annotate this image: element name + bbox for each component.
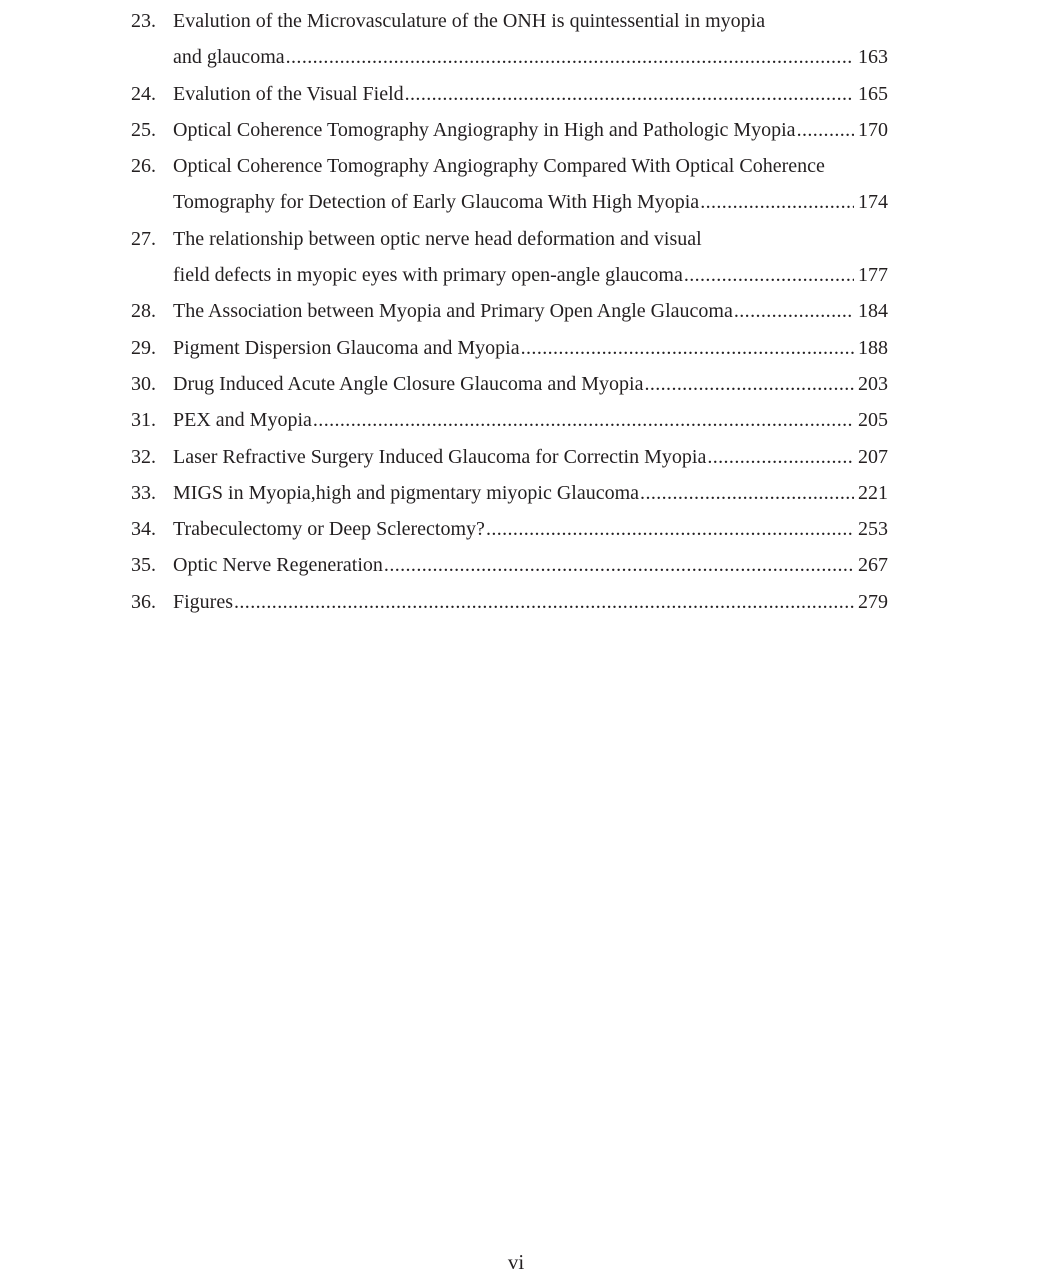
toc-entry-number: 32. xyxy=(131,445,156,468)
dot-leader xyxy=(286,39,854,75)
toc-entry-leader-line xyxy=(173,293,888,329)
toc-entry-leader-line xyxy=(173,439,888,475)
toc-entry-page-number: 253 xyxy=(858,518,888,541)
toc-entry xyxy=(131,584,888,620)
toc-entry-title: Optical Coherence Tomography Angiography in High and Pathologic Myopia xyxy=(173,118,796,141)
toc-entry xyxy=(131,293,888,329)
dot-leader xyxy=(707,439,854,475)
toc-entry-page-number: 207 xyxy=(858,445,888,468)
toc-entry-title: Figures xyxy=(173,590,233,613)
toc-entry-leader-line xyxy=(173,112,888,148)
toc-entry-title: PEX and Myopia xyxy=(173,409,312,432)
toc-entry-page-number: 203 xyxy=(858,372,888,395)
toc-entry-leader-line xyxy=(173,547,888,583)
toc-entry-leader-line xyxy=(173,39,888,75)
toc-entry-page-number: 165 xyxy=(858,82,888,105)
toc-entry-leader-line xyxy=(173,257,888,293)
toc-entry-number: 30. xyxy=(131,372,156,395)
toc-entry-page-number: 279 xyxy=(858,590,888,613)
toc-entry-number: 26. xyxy=(131,155,156,178)
dot-leader xyxy=(234,584,854,620)
toc-entry-number: 31. xyxy=(131,409,156,432)
toc-entry-title-line: Evalution of the Microvasculature of the ONH is quintessential in myopia xyxy=(173,10,766,32)
toc-entry-title: Optic Nerve Regeneration xyxy=(173,554,383,577)
toc-entry xyxy=(131,475,888,511)
dot-leader xyxy=(640,475,854,511)
dot-leader xyxy=(486,511,854,547)
toc-entry-title: field defects in myopic eyes with primary open-angle glaucoma xyxy=(173,264,683,287)
toc-entry-page-number: 163 xyxy=(858,46,888,69)
toc-entry xyxy=(131,330,888,366)
toc-entry-number: 36. xyxy=(131,590,156,613)
dot-leader xyxy=(700,184,854,220)
toc-entry-page-number: 170 xyxy=(858,118,888,141)
dot-leader xyxy=(797,112,854,148)
toc-entry-title-line: Optical Coherence Tomography Angiography Compared With Optical Coherence xyxy=(173,155,825,178)
dot-leader xyxy=(313,402,854,438)
toc-entry xyxy=(131,366,888,402)
toc-entry-title: Trabeculectomy or Deep Sclerectomy? xyxy=(173,518,485,541)
toc-entry-leader-line xyxy=(173,330,888,366)
dot-leader xyxy=(734,293,854,329)
dot-leader xyxy=(384,547,854,583)
toc-entry-page-number: 205 xyxy=(858,409,888,432)
page-number: vi xyxy=(507,1250,525,1274)
toc-entry-title: and glaucoma xyxy=(173,46,285,69)
toc-entry-leader-line xyxy=(173,76,888,112)
toc-entry-page-number: 221 xyxy=(858,481,888,504)
toc-entry-leader-line xyxy=(173,402,888,438)
toc-entry-leader-line xyxy=(173,584,888,620)
toc-entry-title: Tomography for Detection of Early Glaucoma With High Myopia xyxy=(173,191,700,214)
toc-entry xyxy=(131,112,888,148)
toc-entry xyxy=(131,221,888,294)
toc-entry-number: 25. xyxy=(131,118,156,141)
toc-entry-title: Evalution of the Visual Field xyxy=(173,82,404,105)
toc-entry-leader-line xyxy=(173,511,888,547)
toc-entry xyxy=(131,439,888,475)
toc-entry xyxy=(131,511,888,547)
toc-entry-number: 33. xyxy=(131,481,156,504)
toc-entry-title: Drug Induced Acute Angle Closure Glaucoma and Myopia xyxy=(173,372,644,395)
toc-entry-number: 35. xyxy=(131,554,156,577)
toc-entry-leader-line xyxy=(173,184,888,220)
toc-entry-number: 29. xyxy=(131,336,156,359)
toc-entry-number: 24. xyxy=(131,82,156,105)
toc-entry-number: 27. xyxy=(131,227,156,250)
toc-entry-page-number: 184 xyxy=(858,300,888,323)
toc-entry-number: 23. xyxy=(131,10,156,32)
toc-entry-page-number: 267 xyxy=(858,554,888,577)
toc-entry-page-number: 174 xyxy=(858,191,888,214)
dot-leader xyxy=(405,76,854,112)
toc-entry xyxy=(131,3,888,76)
toc-entry xyxy=(131,402,888,438)
toc-entry-title: MIGS in Myopia,high and pigmentary miyopic Glaucoma xyxy=(173,481,640,504)
toc-entry xyxy=(131,148,888,221)
toc-entry-title: The Association between Myopia and Primary Open Angle Glaucoma xyxy=(173,300,733,323)
toc-entry-title: Pigment Dispersion Glaucoma and Myopia xyxy=(173,336,520,359)
toc-entry-page-number: 177 xyxy=(858,264,888,287)
dot-leader xyxy=(521,330,854,366)
toc-entry-title-line: The relationship between optic nerve head deformation and visual xyxy=(173,227,702,250)
toc-entry-leader-line xyxy=(173,475,888,511)
toc-entry xyxy=(131,547,888,583)
dot-leader xyxy=(644,366,854,402)
toc-entry xyxy=(131,76,888,112)
toc-entry-page-number: 188 xyxy=(858,336,888,359)
toc-entry-number: 34. xyxy=(131,518,156,541)
table-of-contents xyxy=(131,3,888,620)
dot-leader xyxy=(684,257,854,293)
toc-entry-number: 28. xyxy=(131,300,156,323)
toc-entry-title: Laser Refractive Surgery Induced Glaucoma for Correctin Myopia xyxy=(173,445,707,468)
toc-entry-leader-line xyxy=(173,366,888,402)
